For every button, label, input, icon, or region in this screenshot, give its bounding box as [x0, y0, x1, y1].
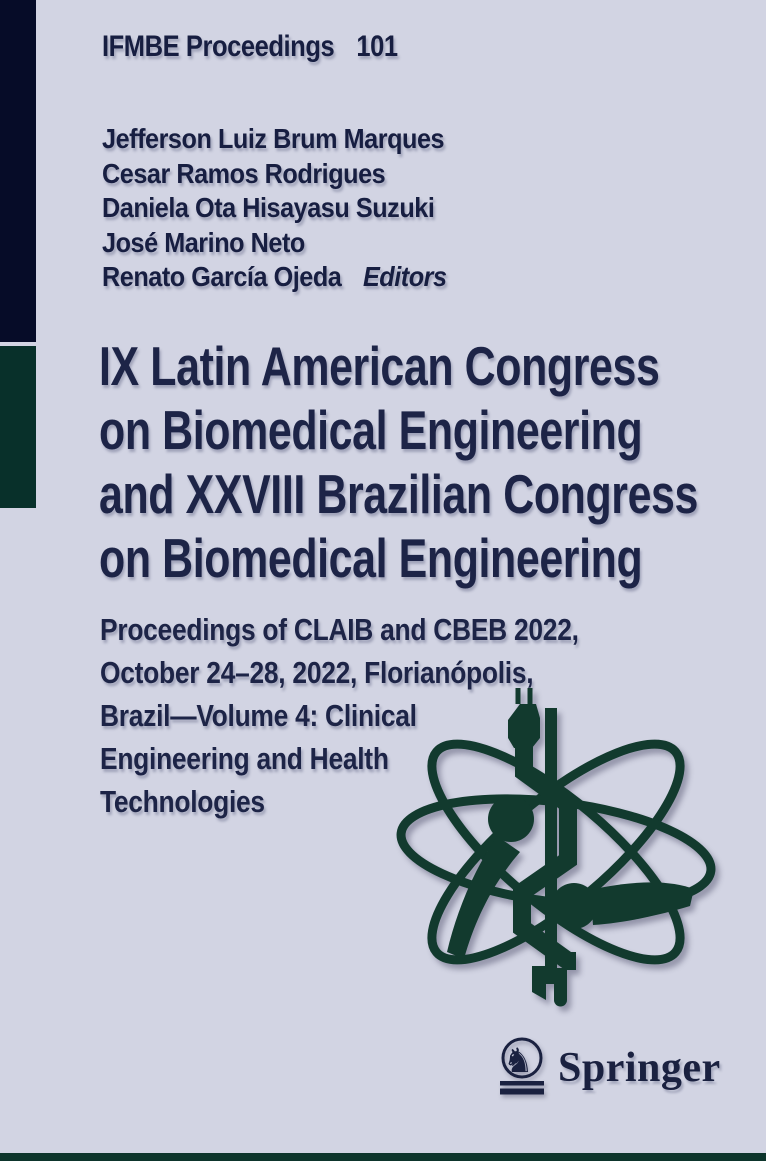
subtitle-line: Engineering and Health [100, 741, 389, 776]
title-line: on Biomedical Engineering [99, 527, 643, 589]
subtitle-line: Proceedings of CLAIB and CBEB 2022, [100, 612, 579, 647]
left-navy-bar [0, 0, 36, 342]
editor-name-row [102, 260, 447, 295]
series-header [102, 30, 398, 64]
springer-wordmark: Springer [558, 1045, 721, 1091]
subtitle-line: October 24–28, 2022, Florianópolis, [100, 655, 534, 690]
asclepius-staff-snake [508, 688, 576, 1007]
title-line: and XXVIII Brazilian Congress [99, 463, 698, 525]
title-line: on Biomedical Engineering [99, 399, 643, 461]
editor-name: Jefferson Luiz Brum Marques [102, 123, 445, 154]
editor-name: Daniela Ota Hisayasu Suzuki [102, 192, 435, 223]
book-title [99, 334, 698, 590]
ifmbe-caduceus-atom-icon [396, 684, 718, 1014]
series-title: IFMBE Proceedings [102, 30, 335, 63]
horse-glyph: ♞ [503, 1041, 534, 1081]
title-line: IX Latin American Congress [99, 335, 660, 397]
series-volume-number: 101 [356, 30, 398, 63]
subtitle-line: Technologies [100, 784, 265, 819]
bottom-teal-bar [0, 1153, 766, 1161]
editor-name: José Marino Neto [102, 226, 305, 258]
springer-logo [498, 1036, 721, 1096]
editor-name: Renato García Ojeda [102, 261, 342, 292]
subtitle-line: Brazil—Volume 4: Clinical [100, 698, 417, 733]
editor-name: Cesar Ramos Rodrigues [102, 157, 386, 189]
editors-role-label: Editors [362, 261, 447, 292]
springer-horse-icon [498, 1036, 548, 1096]
left-green-bar [0, 346, 36, 508]
editors-block [102, 122, 447, 295]
